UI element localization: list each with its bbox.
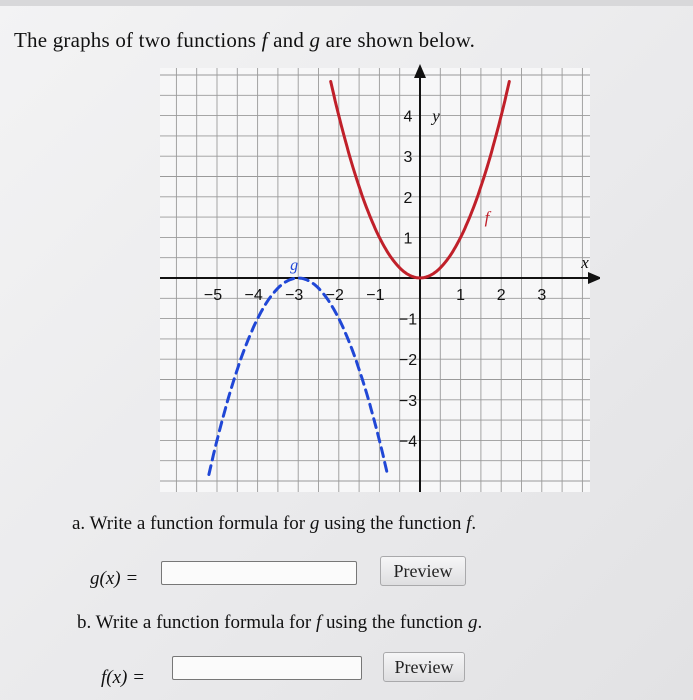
- intro-and: and: [267, 28, 310, 52]
- intro-f: f: [261, 28, 268, 52]
- graph-svg: [150, 60, 600, 500]
- y-tick-label: −1: [398, 311, 418, 329]
- y-tick-label: 2: [403, 189, 413, 207]
- f-answer-input[interactable]: [172, 656, 362, 680]
- question-a-prefix: a. Write a function formula for: [72, 513, 310, 534]
- x-tick-label: 3: [537, 287, 547, 304]
- f-preview-button[interactable]: Preview: [383, 652, 465, 682]
- question-b-prefix: b. Write a function formula for: [77, 612, 316, 633]
- curve-f-label: f: [484, 208, 490, 228]
- question-a: [72, 513, 476, 535]
- g-preview-button[interactable]: Preview: [380, 556, 466, 586]
- y-tick-label: 4: [403, 108, 413, 126]
- x-tick-label: −2: [325, 287, 344, 304]
- intro-g: g: [309, 28, 321, 52]
- x-tick-label: 1: [456, 287, 466, 304]
- y-tick-label: −2: [398, 352, 418, 370]
- question-a-middle: using the function: [319, 513, 467, 534]
- question-a-f: f: [466, 513, 472, 534]
- x-axis-arrow: [588, 272, 600, 284]
- question-b-middle: using the function: [321, 612, 468, 633]
- intro-prefix: The graphs of two functions: [14, 28, 262, 52]
- y-tick-label: 1: [403, 230, 413, 248]
- x-axis-label: x: [581, 253, 589, 272]
- y-tick-label: −3: [398, 392, 418, 410]
- g-answer-label: g(x) =: [90, 568, 139, 589]
- g-answer-input[interactable]: [161, 561, 357, 585]
- x-tick-label: −3: [285, 287, 304, 304]
- question-a-g: g: [309, 513, 320, 534]
- x-tick-label: −1: [366, 287, 385, 304]
- question-b-suffix: .: [477, 612, 483, 633]
- intro-suffix: are shown below.: [320, 28, 476, 52]
- top-divider: [0, 0, 693, 6]
- question-b-g: g: [467, 612, 478, 633]
- f-answer-label: f(x) =: [101, 667, 145, 688]
- question-b: [77, 612, 482, 634]
- curve-g-label: g: [290, 256, 299, 274]
- function-graph: [150, 60, 600, 500]
- intro-text: [14, 28, 475, 53]
- x-tick-label: −4: [244, 287, 263, 304]
- y-tick-label: 3: [403, 149, 413, 167]
- y-tick-label: −4: [398, 433, 418, 451]
- question-b-f: f: [315, 612, 322, 633]
- x-tick-label: −5: [203, 287, 223, 304]
- question-a-suffix: .: [471, 513, 477, 534]
- y-axis-label: y: [432, 106, 440, 126]
- x-tick-label: 2: [496, 287, 506, 304]
